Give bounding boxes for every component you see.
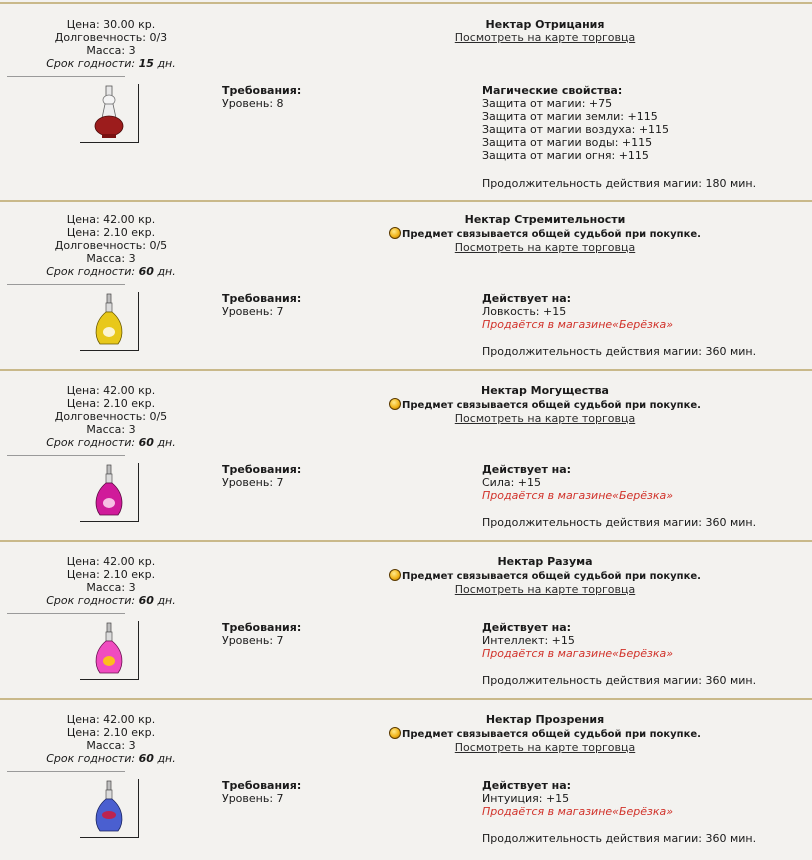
item-card — [0, 542, 812, 700]
price-line: Цена: 42.00 кр. — [66, 384, 156, 397]
level-requirement: Уровень: 7 — [222, 305, 284, 318]
requirements-title: Требования: — [222, 84, 302, 97]
properties-title: Магические свойства: — [482, 84, 623, 97]
price-line: Цена: 42.00 кр. — [66, 555, 156, 568]
magic-duration: Продолжительность действия магии: 360 мин. — [482, 345, 757, 358]
requirements — [222, 84, 301, 110]
map-link[interactable]: Посмотреть на карте торговца — [454, 31, 636, 44]
property-line: Ловкость: +15 — [482, 305, 567, 318]
shop-note: Продаётся в магазине«Берёзка» — [482, 318, 674, 331]
requirements — [222, 621, 301, 647]
item-properties — [482, 621, 757, 687]
weight-line: Масса: 3 — [86, 44, 136, 57]
item-name: Нектар Стремительности — [464, 213, 626, 226]
map-link[interactable]: Посмотреть на карте торговца — [454, 412, 636, 425]
property-line: Защита от магии земли: +115 — [482, 110, 658, 123]
durability-line: Долговечность: 0/5 — [54, 239, 168, 252]
item-properties — [482, 779, 757, 845]
property-line: Сила: +15 — [482, 476, 542, 489]
requirements-title: Требования: — [222, 292, 302, 305]
item-name: Нектар Отрицания — [485, 18, 605, 31]
price-line: Цена: 42.00 кр. — [66, 213, 156, 226]
expiry-line: Срок годности: 60 дн. — [46, 594, 176, 607]
price-ekr-line: Цена: 2.10 екр. — [66, 568, 156, 581]
property-line: Защита от магии: +75 — [482, 97, 613, 110]
divider — [7, 284, 125, 285]
map-link[interactable]: Посмотреть на карте торговца — [454, 583, 636, 596]
magic-duration: Продолжительность действия магии: 360 мин. — [482, 516, 757, 529]
property-line: Защита от магии воздуха: +115 — [482, 123, 670, 136]
item-image[interactable] — [80, 463, 139, 522]
item-header — [378, 555, 712, 596]
divider — [7, 613, 125, 614]
divider — [7, 455, 125, 456]
expiry-line: Срок годности: 60 дн. — [46, 436, 176, 449]
durability-line: Долговечность: 0/5 — [54, 410, 168, 423]
coin-icon — [389, 227, 401, 239]
weight-line: Масса: 3 — [86, 739, 136, 752]
coin-icon — [389, 569, 401, 581]
price-ekr-line: Цена: 2.10 екр. — [66, 726, 156, 739]
requirements-title: Требования: — [222, 463, 302, 476]
requirements — [222, 779, 301, 805]
coin-icon — [389, 727, 401, 739]
item-properties — [482, 292, 757, 358]
level-requirement: Уровень: 8 — [222, 97, 284, 110]
properties-title: Действует на: — [482, 621, 572, 634]
item-properties — [482, 463, 757, 529]
bind-notice: Предмет связывается общей судьбой при покупке. — [378, 727, 712, 741]
price-line: Цена: 30.00 кр. — [66, 18, 156, 31]
shop-note: Продаётся в магазине«Берёзка» — [482, 489, 674, 502]
price-line: Цена: 42.00 кр. — [66, 713, 156, 726]
item-name: Нектар Могущества — [481, 384, 609, 397]
requirements — [222, 292, 301, 318]
durability-line: Долговечность: 0/3 — [54, 31, 168, 44]
divider — [7, 771, 125, 772]
divider — [7, 76, 125, 77]
item-header — [378, 384, 712, 425]
weight-line: Масса: 3 — [86, 252, 136, 265]
item-image[interactable] — [80, 779, 139, 838]
level-requirement: Уровень: 7 — [222, 634, 284, 647]
expiry-line: Срок годности: 15 дн. — [46, 57, 176, 70]
level-requirement: Уровень: 7 — [222, 792, 284, 805]
requirements-title: Требования: — [222, 621, 302, 634]
coin-icon — [389, 398, 401, 410]
item-card — [0, 200, 812, 371]
magic-duration: Продолжительность действия магии: 180 мин. — [482, 177, 757, 190]
price-ekr-line: Цена: 2.10 екр. — [66, 397, 156, 410]
item-image[interactable] — [80, 84, 139, 143]
item-stats — [0, 18, 222, 70]
requirements-title: Требования: — [222, 779, 302, 792]
magic-duration: Продолжительность действия магии: 360 мин. — [482, 832, 757, 845]
property-line: Интуиция: +15 — [482, 792, 570, 805]
properties-title: Действует на: — [482, 463, 572, 476]
shop-note: Продаётся в магазине«Берёзка» — [482, 647, 674, 660]
map-link[interactable]: Посмотреть на карте торговца — [454, 741, 636, 754]
property-line: Защита от магии воды: +115 — [482, 136, 653, 149]
weight-line: Масса: 3 — [86, 423, 136, 436]
properties-title: Действует на: — [482, 779, 572, 792]
item-header — [378, 713, 712, 754]
item-stats — [0, 384, 222, 449]
item-card — [0, 2, 812, 202]
expiry-line: Срок годности: 60 дн. — [46, 752, 176, 765]
map-link[interactable]: Посмотреть на карте торговца — [454, 241, 636, 254]
weight-line: Масса: 3 — [86, 581, 136, 594]
magic-duration: Продолжительность действия магии: 360 мин. — [482, 674, 757, 687]
expiry-line: Срок годности: 60 дн. — [46, 265, 176, 278]
item-image[interactable] — [80, 621, 139, 680]
properties-title: Действует на: — [482, 292, 572, 305]
item-card — [0, 371, 812, 542]
item-image[interactable] — [80, 292, 139, 351]
item-name: Нектар Прозрения — [485, 713, 605, 726]
item-card — [0, 700, 812, 860]
item-stats — [0, 555, 222, 607]
item-header — [378, 18, 712, 44]
item-header — [378, 213, 712, 254]
bind-notice: Предмет связывается общей судьбой при покупке. — [378, 569, 712, 583]
property-line: Защита от магии огня: +115 — [482, 149, 649, 162]
requirements — [222, 463, 301, 489]
item-stats — [0, 213, 222, 278]
shop-note: Продаётся в магазине«Берёзка» — [482, 805, 674, 818]
item-name: Нектар Разума — [497, 555, 593, 568]
price-ekr-line: Цена: 2.10 екр. — [66, 226, 156, 239]
bind-notice: Предмет связывается общей судьбой при покупке. — [378, 398, 712, 412]
item-stats — [0, 713, 222, 765]
property-line: Интеллект: +15 — [482, 634, 575, 647]
bind-notice: Предмет связывается общей судьбой при покупке. — [378, 227, 712, 241]
level-requirement: Уровень: 7 — [222, 476, 284, 489]
item-properties — [482, 84, 757, 190]
